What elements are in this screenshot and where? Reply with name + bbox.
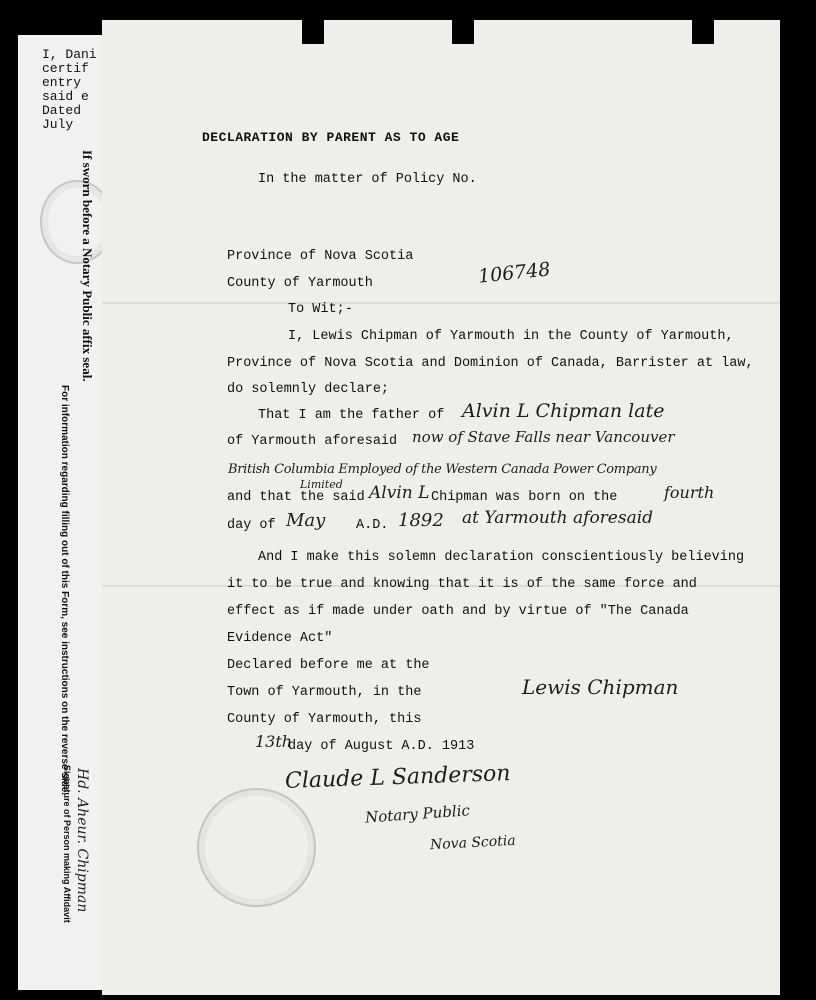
back-line: said e [42, 89, 89, 104]
declarant-signature: Lewis Chipman [522, 675, 679, 699]
declaration-line: do solemnly declare; [227, 382, 390, 397]
date-day: 13th [255, 732, 293, 751]
province-line: Province of Nova Scotia [227, 249, 414, 264]
solemn-line: it to be true and knowing that it is of the same force and [227, 577, 697, 592]
birth-place: at Yarmouth aforesaid [462, 508, 654, 528]
notary-signature: Claude L Sanderson [284, 761, 511, 794]
back-line: I, Dani [42, 47, 97, 62]
policy-number: 106748 [477, 258, 552, 288]
declaration-line: I, Lewis Chipman of Yarmouth in the County of Yarmouth, [288, 329, 734, 344]
back-line: certif [42, 61, 89, 76]
residence-handwritten: now of Stave Falls near Vancouver [412, 428, 675, 446]
fold-line [102, 302, 780, 304]
affidavit-signature: Hd. Aheur. Chipman [74, 768, 90, 913]
solemn-line: Evidence Act" [227, 631, 333, 646]
son-name: Alvin L Chipman late [462, 400, 665, 422]
born-prefix: and that the said [227, 490, 365, 505]
date-line: day of August A.D. 1913 [288, 739, 475, 754]
back-line: entry [42, 75, 82, 90]
seal-note: If sworn before a Notary Public affix seal. [80, 150, 95, 382]
birth-month: May [286, 510, 326, 531]
declaration-line: Province of Nova Scotia and Dominion of Canada, Barrister at law, [227, 356, 754, 371]
solemn-line: effect as if made under oath and by virtue of "The Canada [227, 604, 689, 619]
limited-handwritten: Limited [300, 478, 343, 491]
to-wit: To Wit;- [288, 302, 353, 317]
back-line: July [42, 117, 74, 132]
paper-tab [302, 20, 324, 44]
paper-tab [692, 20, 714, 44]
back-sheet-text [42, 48, 97, 132]
born-name: Alvin L [369, 483, 430, 503]
solemn-line: And I make this solemn declaration conscientiously believing [258, 550, 745, 565]
paper-tab [452, 20, 474, 44]
signature-caption: Signature of Person making Affidavit [62, 765, 72, 923]
declared-line: Town of Yarmouth, in the [227, 685, 422, 700]
father-line: That I am the father of [258, 408, 445, 423]
birth-year: 1892 [398, 510, 444, 531]
declared-line: County of Yarmouth, this [227, 712, 422, 727]
info-note: For information regarding filling out of this Form, see instructions on the reverse side. [59, 385, 70, 796]
policy-matter: In the matter of Policy No. [258, 172, 477, 187]
notary-title: Notary Public [364, 801, 471, 827]
residence-prefix: of Yarmouth aforesaid [227, 434, 398, 449]
county-line: County of Yarmouth [227, 276, 373, 291]
born-day: fourth [664, 483, 715, 502]
back-line: Dated [42, 103, 82, 118]
declared-line: Declared before me at the [227, 658, 430, 673]
born-mid: Chipman was born on the [431, 490, 618, 505]
document-title: DECLARATION BY PARENT AS TO AGE [202, 130, 460, 145]
employer-handwritten: British Columbia Employed of the Western Canada Power Company [228, 462, 657, 477]
day-of: day of [227, 518, 276, 533]
ad-label: A.D. [356, 518, 389, 533]
notary-seal-icon [197, 788, 316, 907]
notary-place: Nova Scotia [429, 832, 517, 854]
